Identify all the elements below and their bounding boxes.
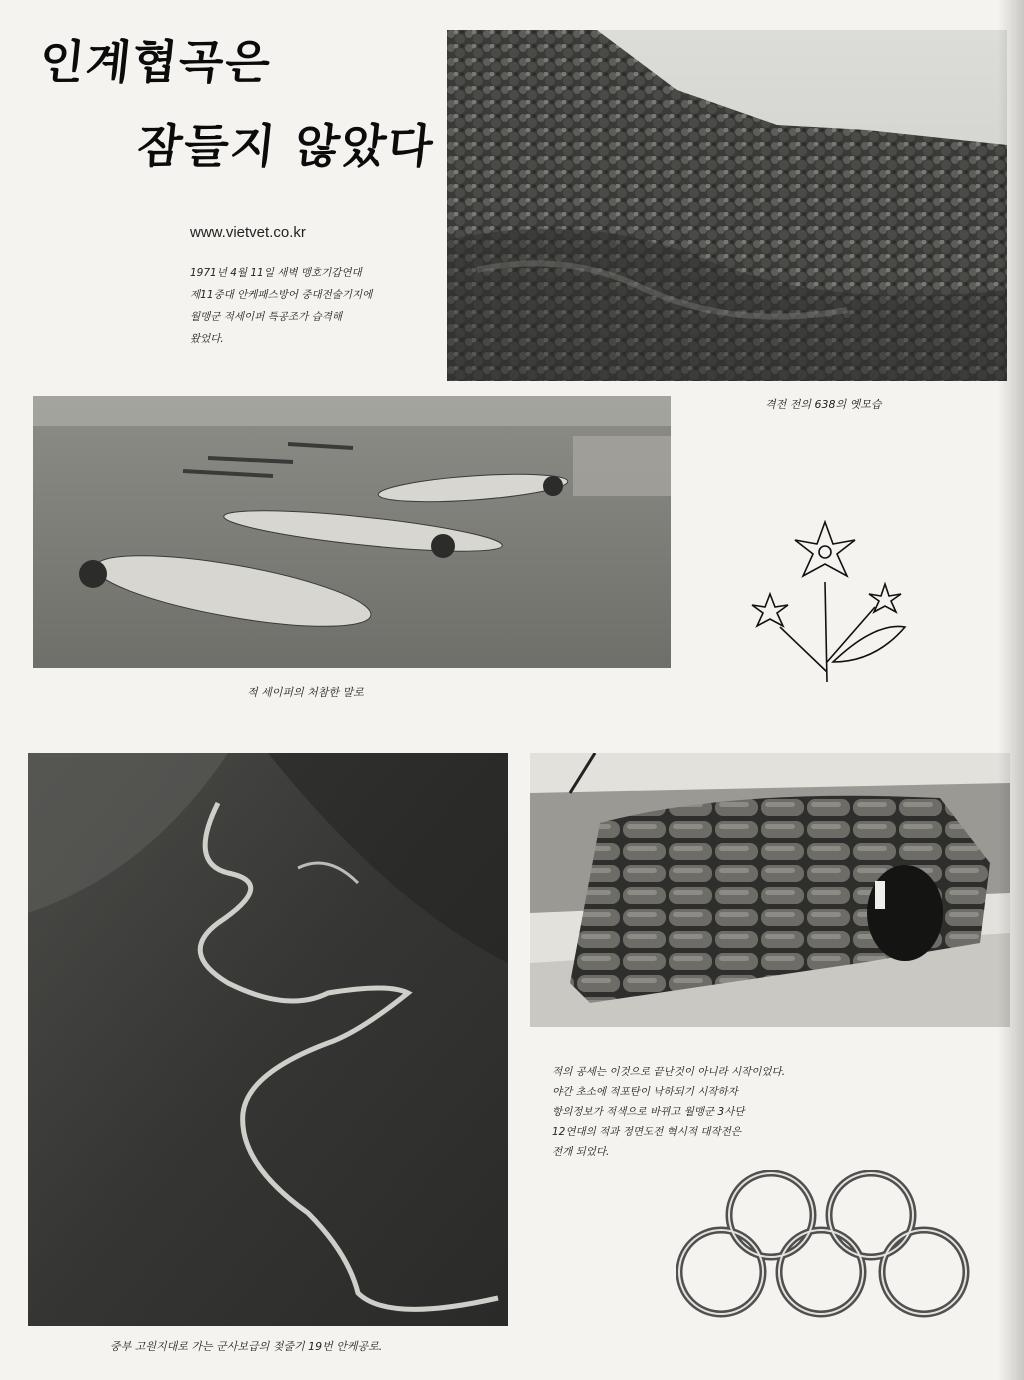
website-url: www.vietvet.co.kr — [190, 224, 306, 241]
road-caption: 중부 고원지대로 가는 군사보급의 젖줄기 19번 안케공로. — [110, 1340, 383, 1353]
intro-paragraph: 1971년 4월 11일 새벽 맹호기갑연대 제11중대 안케패스방어 중대전술기지에 월맹군 적세이퍼 특공조가 습격해 왔었다. — [190, 267, 373, 345]
body-paragraph: 적의 공세는 이것으로 끝난것이 아니라 시작이었다. 야간 초소에 적포탄이 낙하되기 시작하자 항의정보가 적색으로 바뀌고 월맹군 3사단 12연대의 적과 정면도전 혁시적 대작전은 전개 되었다. — [552, 1066, 786, 1158]
bunker-photo-graphic — [530, 753, 1010, 1027]
title-line-1: 인계협곡은 — [36, 35, 275, 89]
flower-drawing-icon — [735, 512, 910, 687]
road-photo — [28, 753, 508, 1326]
road-photo-graphic — [28, 753, 508, 1326]
hillside-photo — [447, 30, 1007, 381]
hillside-caption: 격전 전의 638의 옛모습 — [765, 398, 882, 411]
title-line-2: 잠들지 않았다 — [134, 119, 438, 173]
page-edge-shadow — [998, 0, 1024, 1380]
interlocking-rings-icon — [676, 1170, 976, 1320]
bunker-photo — [530, 753, 1010, 1027]
bodies-photo-graphic — [33, 396, 671, 668]
hillside-photo-graphic — [447, 30, 1007, 381]
bodies-caption: 적 세이퍼의 처참한 말로 — [247, 686, 364, 699]
bodies-photo — [33, 396, 671, 668]
